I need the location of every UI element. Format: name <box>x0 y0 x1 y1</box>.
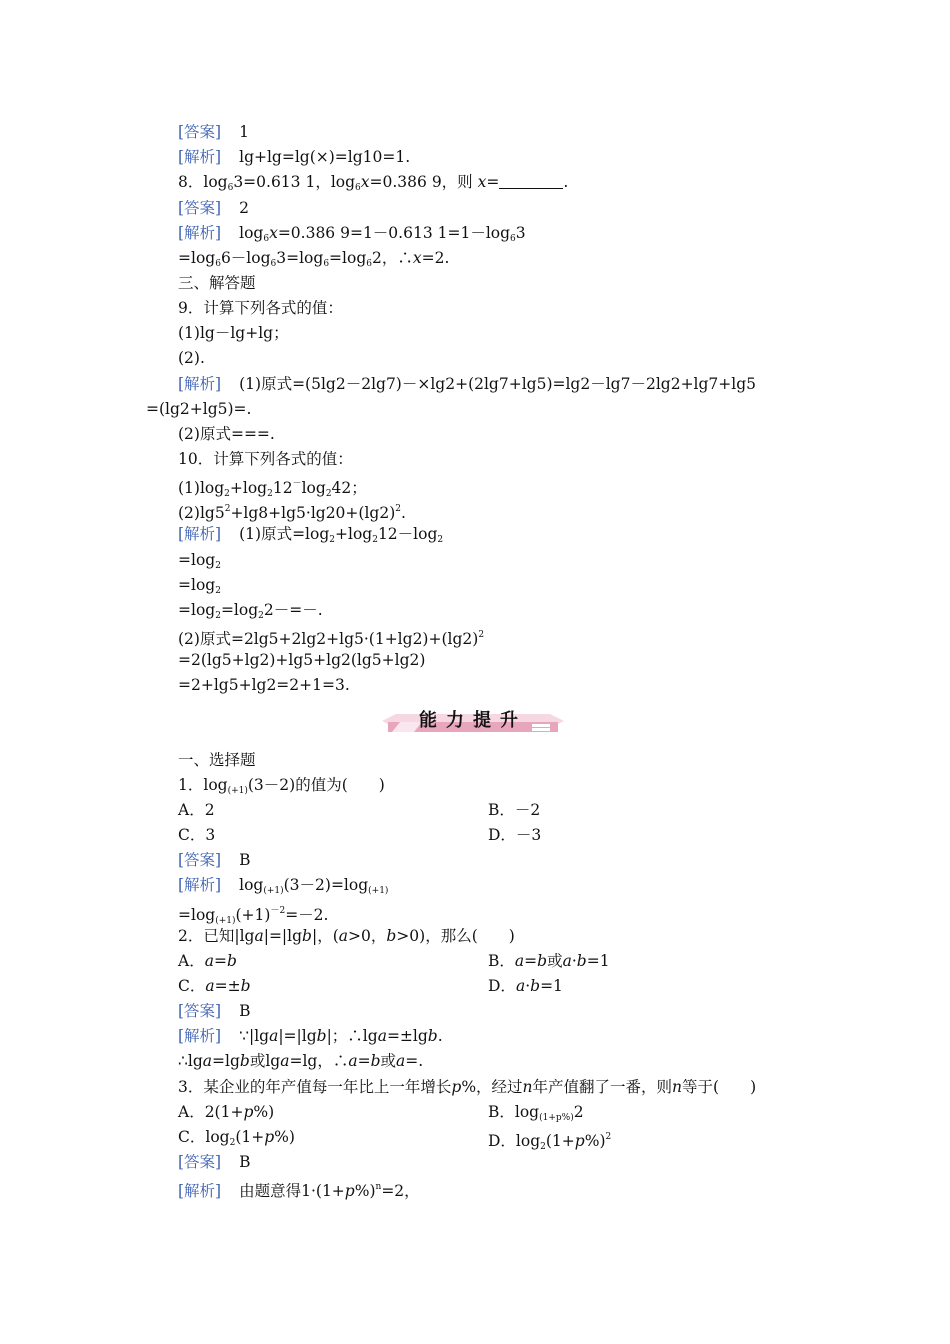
subscript: 2 <box>540 1142 546 1152</box>
text: +lg8+lg5·lg20+(lg2) <box>230 504 396 522</box>
var: b <box>240 977 251 995</box>
text-line <box>178 246 449 270</box>
analysis-line <box>178 372 756 396</box>
text: 等于( ) <box>682 1078 757 1096</box>
text: =. <box>405 1052 424 1070</box>
text: 3．某企业的年产值每一年比上一年增长 <box>178 1078 452 1096</box>
var: p <box>574 1132 585 1150</box>
var: a <box>280 1052 290 1070</box>
analysis-line <box>178 221 526 245</box>
text: +log <box>335 525 373 543</box>
text: |；∴lg <box>326 1027 378 1045</box>
options-row <box>178 823 542 847</box>
analysis-line <box>178 145 410 169</box>
question-9: 9．计算下列各式的值： <box>178 299 343 317</box>
text: (2)lg5 <box>178 504 225 522</box>
text: lg+lg=lg(×)=lg10=1. <box>239 148 411 166</box>
text: 1．log <box>178 776 228 794</box>
text: =log <box>178 601 216 619</box>
subscript: 2 <box>267 489 273 499</box>
text: =lg <box>212 1052 240 1070</box>
var: b <box>427 1027 438 1045</box>
var: p <box>243 1103 254 1121</box>
text: (1)原式=(5lg2－2lg7)－×lg2+(2lg7+lg5)=lg2－lg7－2lg2+lg7+lg5 <box>239 375 757 393</box>
text: 3 <box>515 224 526 242</box>
var: x <box>269 224 278 242</box>
var: x <box>477 173 487 191</box>
text: B． <box>488 952 515 970</box>
text: . <box>400 504 406 522</box>
var: a <box>377 1027 387 1045</box>
text: (1)原式=log <box>239 525 330 543</box>
text: A．2(1+ <box>178 1103 244 1121</box>
var: a <box>204 952 214 970</box>
subscript: (+1) <box>227 786 248 796</box>
var: a <box>515 977 526 995</box>
text: = <box>213 952 227 970</box>
var: n <box>672 1078 683 1096</box>
text: =2， <box>381 1182 420 1200</box>
option-a <box>178 1103 274 1121</box>
answer-tag: [答案] <box>178 1153 222 1171</box>
analysis-tag: [解析] <box>178 1027 222 1045</box>
subscript: (+1) <box>263 886 284 896</box>
text: 2 <box>573 1103 584 1121</box>
subscript: 6 <box>355 183 361 193</box>
text-line <box>178 598 323 622</box>
option-d <box>488 1125 611 1159</box>
text: 6－log <box>220 249 271 267</box>
text: 或 <box>380 1052 397 1070</box>
analysis-tag: [解析] <box>178 876 222 894</box>
answer-line <box>178 848 251 872</box>
text: (3－2)=log <box>283 876 369 894</box>
text: %) <box>253 1103 275 1121</box>
text: 12－log <box>377 525 438 543</box>
text: +log <box>229 479 268 497</box>
text: 3=0.613 1，log <box>233 173 356 191</box>
text: |=|lg <box>278 1027 317 1045</box>
option-d: D．－3 <box>488 826 542 844</box>
analysis-line <box>178 1024 443 1048</box>
analysis-tag: [解析] <box>178 525 222 543</box>
text: C． <box>178 977 206 995</box>
answer-line <box>178 999 251 1023</box>
text: · <box>571 952 577 970</box>
text: B <box>239 1153 251 1171</box>
text: 1 <box>239 123 249 141</box>
subscript: 2 <box>437 535 444 545</box>
text: 由题意得1·(1+ <box>239 1182 345 1200</box>
text: ∴lg <box>178 1052 203 1070</box>
question-10: 10．计算下列各式的值： <box>178 450 353 468</box>
text: %) <box>354 1182 376 1200</box>
var: a <box>514 952 525 970</box>
subscript: 2 <box>329 535 335 545</box>
var: a <box>269 1027 279 1045</box>
text: (3－2)的值为( ) <box>247 776 385 794</box>
text-line <box>178 497 406 521</box>
text: (2)原式=2lg5+2lg2+lg5·(1+lg2)+(lg2) <box>178 630 479 648</box>
text: 42； <box>331 479 367 497</box>
subscript: 2 <box>258 611 264 621</box>
text: =log <box>178 249 216 267</box>
answer-blank <box>499 174 563 189</box>
text: 或 <box>547 952 563 970</box>
subscript: 6 <box>270 259 277 269</box>
subscript: 2 <box>215 586 221 596</box>
text: B <box>239 851 251 869</box>
answer-tag: [答案] <box>178 199 222 217</box>
var: b <box>239 1052 250 1070</box>
section-banner <box>382 708 564 734</box>
text-line: (2)原式===. <box>178 425 275 443</box>
text-line <box>178 623 484 647</box>
section-heading: 一、选择题 <box>178 751 256 769</box>
subscript: (+1) <box>215 916 236 926</box>
text: |=|lg <box>263 927 303 945</box>
answer-tag: [答案] <box>178 1002 222 1020</box>
text: 年产值翻了一番，则 <box>532 1078 673 1096</box>
text-line <box>178 899 329 926</box>
text: =0.386 9，则 <box>369 173 478 191</box>
text-line: =2+lg5+lg2=2+1=3. <box>178 676 350 694</box>
text-line: =2(lg5+lg2)+lg5+lg2(lg5+lg2) <box>178 651 426 669</box>
text: · <box>525 977 531 995</box>
analysis-tag: [解析] <box>178 224 222 242</box>
text-line <box>178 573 221 597</box>
text: B <box>239 1002 251 1020</box>
subscript: (1+p%) <box>539 1113 574 1123</box>
subscript: 6 <box>215 259 221 269</box>
text: D． <box>488 977 516 995</box>
subscript: 2 <box>215 611 221 621</box>
superscript: 2 <box>395 504 401 514</box>
var: b <box>386 927 397 945</box>
text: %，经过 <box>461 1078 523 1096</box>
var: a <box>338 927 348 945</box>
analysis-line <box>178 873 388 897</box>
text: |，( <box>311 927 339 945</box>
subscript: 6 <box>510 234 516 244</box>
option-a <box>178 952 237 970</box>
analysis-tag: [解析] <box>178 375 222 393</box>
text: =－2. <box>285 906 329 924</box>
text: =log <box>178 576 216 594</box>
text: =log <box>178 551 216 569</box>
text: A． <box>178 952 205 970</box>
analysis-line <box>178 522 443 546</box>
text-line: (1)lg－lg+lg； <box>178 324 289 342</box>
subscript: 2 <box>224 489 230 499</box>
subscript: 6 <box>366 259 372 269</box>
var: x <box>412 249 422 267</box>
var: x <box>360 173 370 191</box>
text: 3=log <box>276 249 324 267</box>
subscript: 2 <box>325 489 332 499</box>
superscript: n <box>375 1182 382 1192</box>
options-row <box>178 1100 584 1124</box>
var: a <box>205 977 215 995</box>
var: p <box>451 1078 462 1096</box>
text: =lg，∴ <box>289 1052 349 1070</box>
superscript: 2 <box>605 1132 612 1142</box>
text: log <box>301 479 326 497</box>
text-line <box>178 1049 423 1073</box>
var: a <box>254 927 264 945</box>
text: >0， <box>348 927 387 945</box>
text: = <box>524 952 538 970</box>
subscript: 2 <box>229 1138 236 1148</box>
text: log <box>239 224 264 242</box>
text: log <box>239 876 264 894</box>
subscript: 6 <box>323 259 330 269</box>
option-a: A．2 <box>178 801 215 819</box>
text: = <box>486 173 500 191</box>
answer-line <box>178 196 249 220</box>
text: C．log <box>178 1128 230 1146</box>
text: =2. <box>421 249 450 267</box>
superscript: 2 <box>224 504 231 514</box>
analysis-tag: [解析] <box>178 1182 222 1200</box>
text: 2．已知|lg <box>178 927 255 945</box>
answer-line <box>178 120 249 144</box>
var: a <box>202 1052 212 1070</box>
subscript: 6 <box>227 183 234 193</box>
text: =log <box>329 249 367 267</box>
options-row <box>178 949 610 973</box>
question-8 <box>178 170 568 194</box>
text: =1 <box>540 977 563 995</box>
text: (+1) <box>235 906 271 924</box>
text-line <box>178 472 367 499</box>
option-b: B．－2 <box>488 801 541 819</box>
var: n <box>522 1078 533 1096</box>
text: =log <box>220 601 259 619</box>
banner-title: 能力提升 <box>419 710 527 731</box>
text-line: =(lg2+lg5)=. <box>146 400 252 418</box>
options-row <box>178 974 563 998</box>
options-row <box>178 1125 612 1152</box>
var: b <box>530 977 541 995</box>
superscript: －2 <box>270 906 286 916</box>
text: =log <box>178 906 216 924</box>
var: b <box>316 1027 327 1045</box>
answer-tag: [答案] <box>178 123 222 141</box>
option-c <box>178 977 251 995</box>
text-line: (2). <box>178 349 205 367</box>
text: = <box>357 1052 371 1070</box>
option-c <box>178 1128 295 1146</box>
text: 2 <box>239 199 249 217</box>
analysis-tag: [解析] <box>178 148 222 166</box>
text: 或lg <box>249 1052 281 1070</box>
superscript: － <box>292 479 302 489</box>
var: b <box>302 927 312 945</box>
var: b <box>370 1052 381 1070</box>
var: p <box>264 1128 275 1146</box>
text: %) <box>274 1128 295 1146</box>
text: 8．log <box>178 173 228 191</box>
problem-3 <box>178 1075 756 1099</box>
text: 2－=－. <box>263 601 323 619</box>
option-b <box>488 949 610 973</box>
text: =±lg <box>386 1027 428 1045</box>
text: (1)log <box>178 479 225 497</box>
analysis-line <box>178 1175 420 1199</box>
text: (1+ <box>545 1132 575 1150</box>
text-line <box>178 548 221 572</box>
text: . <box>563 173 569 191</box>
var: p <box>344 1182 355 1200</box>
text: =0.386 9=1－0.613 1=1－log <box>277 224 511 242</box>
text: . <box>437 1027 443 1045</box>
option-c: C．3 <box>178 826 216 844</box>
answer-line <box>178 1150 251 1174</box>
var: b <box>576 952 587 970</box>
superscript: 2 <box>478 630 485 640</box>
text: =± <box>214 977 241 995</box>
text: 2，∴ <box>371 249 413 267</box>
problem-1 <box>178 773 385 797</box>
subscript: 2 <box>372 535 378 545</box>
answer-tag: [答案] <box>178 851 222 869</box>
text: D．log <box>488 1132 541 1150</box>
text: B．log <box>488 1103 540 1121</box>
problem-2 <box>178 924 515 948</box>
subscript: (+1) <box>368 886 389 896</box>
options-row <box>178 798 541 822</box>
var: b <box>537 952 548 970</box>
section-heading: 三、解答题 <box>178 274 256 292</box>
text: (1+ <box>235 1128 265 1146</box>
var: a <box>348 1052 358 1070</box>
option-d <box>488 974 563 998</box>
var: a <box>562 952 572 970</box>
var: b <box>226 952 237 970</box>
text: ∵|lg <box>239 1027 270 1045</box>
text: >0)，那么( ) <box>396 927 515 945</box>
text: 12 <box>272 479 293 497</box>
text: %) <box>584 1132 606 1150</box>
var: a <box>396 1052 406 1070</box>
text: =1 <box>586 952 610 970</box>
subscript: 6 <box>263 234 270 244</box>
subscript: 2 <box>215 561 221 571</box>
